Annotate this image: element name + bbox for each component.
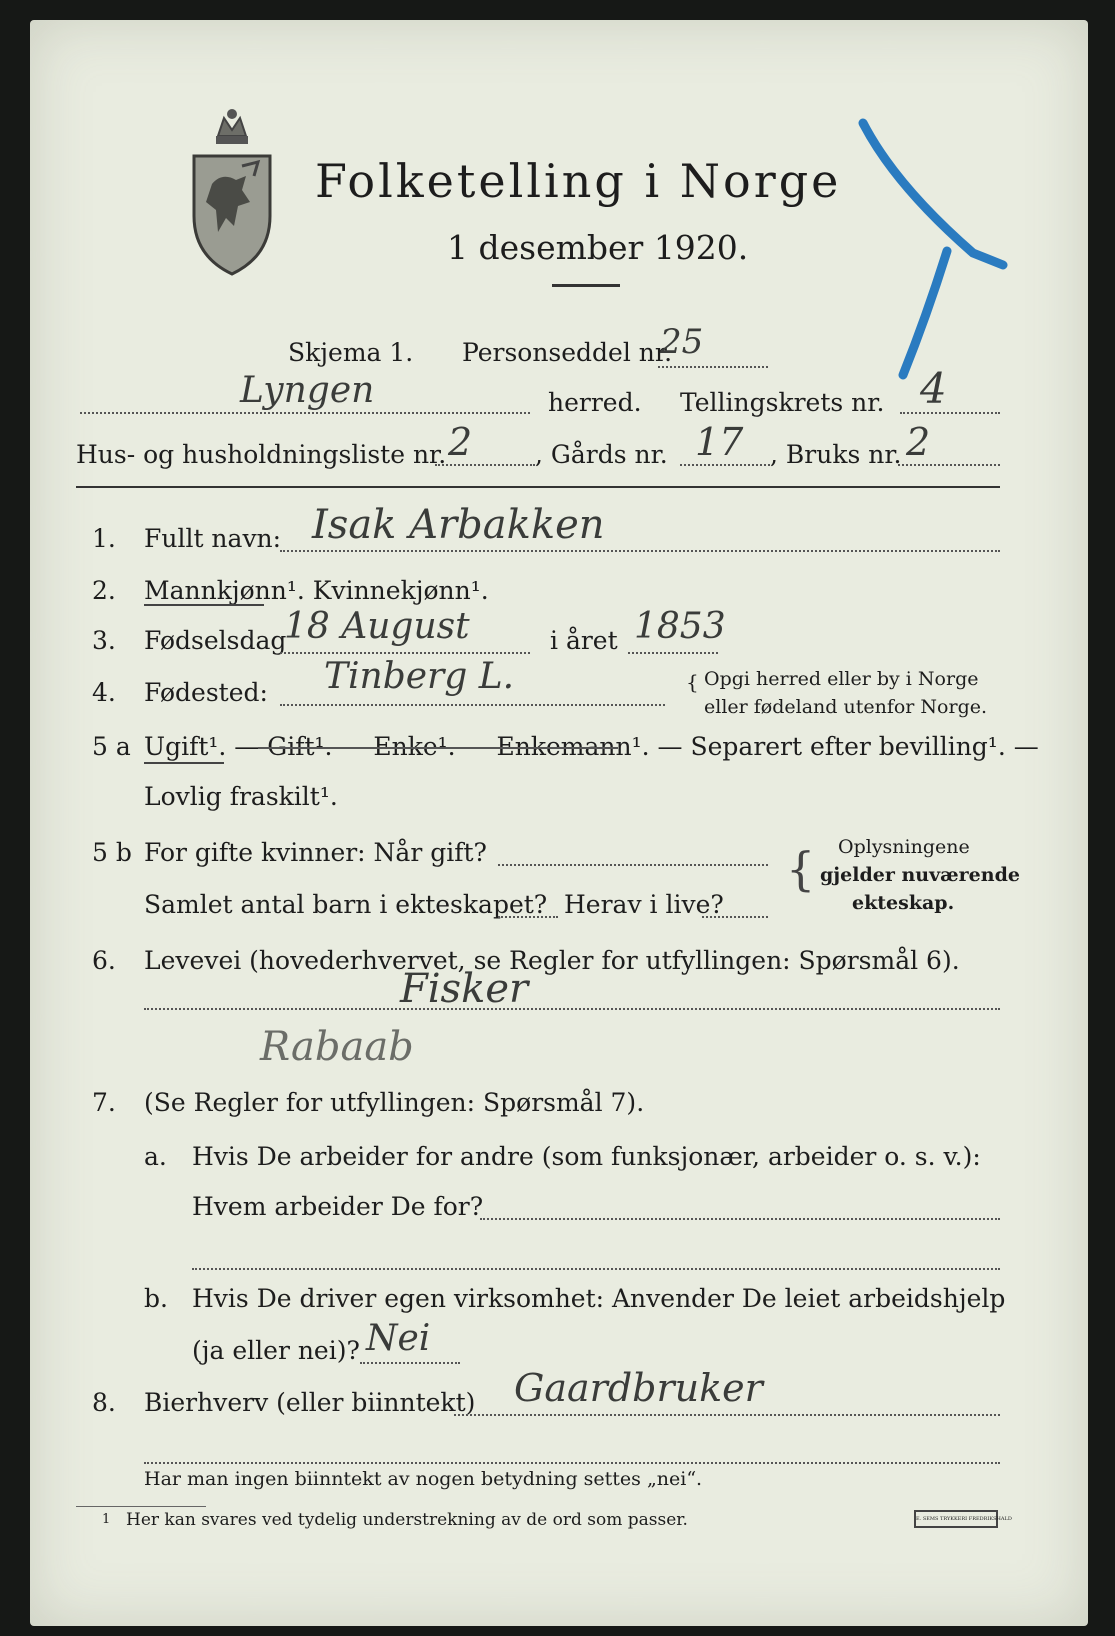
q5b-note-3: ekteskap. <box>852 892 955 914</box>
gards-line <box>680 464 770 466</box>
q7a-label-2: Hvem arbeider De for? <box>192 1192 484 1221</box>
q8-value: Gaardbruker <box>514 1366 763 1410</box>
pencil-mark-icon <box>855 105 1015 395</box>
q5a-label-2: Lovlig fraskilt¹. <box>144 782 338 811</box>
q7a-label: Hvis De arbeider for andre (som funksjonær, arbeider o. s. v.): <box>192 1142 981 1171</box>
footnote-text: Her kan svares ved tydelig understrekning av de ord som passer. <box>126 1510 688 1530</box>
q7a-letter: a. <box>144 1142 167 1171</box>
q6-value: Fisker <box>400 966 529 1012</box>
q3-year-label: i året <box>550 626 618 655</box>
q6-number: 6. <box>92 946 116 975</box>
page-title: Folketelling i Norge <box>315 154 842 208</box>
q7b-label: Hvis De driver egen virksomhet: Anvender De leiet arbeidshjelp <box>192 1284 1006 1313</box>
q7b-label-2: (ja eller nei)? <box>192 1336 360 1365</box>
bruks-value: 2 <box>906 420 931 464</box>
q8-line-2 <box>144 1462 1000 1464</box>
q3-number: 3. <box>92 626 116 655</box>
q3-year-line <box>628 652 718 654</box>
q5b-brace: { <box>786 842 816 896</box>
footnote-number: 1 <box>102 1512 111 1527</box>
q7b-letter: b. <box>144 1284 168 1313</box>
q5b-note-1: Oplysningene <box>838 836 970 858</box>
tellingskrets-value: 4 <box>920 364 947 413</box>
tellingskrets-label: Tellingskrets nr. <box>680 388 885 417</box>
q6-value-2: Rabaab <box>260 1024 414 1070</box>
q1-line <box>280 550 1000 552</box>
gards-value: 17 <box>695 420 744 464</box>
census-form <box>30 20 1088 1626</box>
q2-underline <box>144 604 264 606</box>
q5a-strike <box>258 747 618 749</box>
q5b-note-2: gjelder nuværende <box>820 864 1020 886</box>
bruks-line <box>898 464 1000 466</box>
printer-stamp: E. SEMS TRYKKERI FREDRIKSHALD <box>914 1510 998 1528</box>
q5a-underline <box>144 762 224 764</box>
q2-label: Mannkjønn¹. Kvinnekjønn¹. <box>144 576 489 605</box>
footer-note: Har man ingen biinntekt av nogen betydning settes „nei“. <box>144 1468 703 1490</box>
q1-number: 1. <box>92 524 116 553</box>
personseddel-label: Personseddel nr. <box>462 338 673 367</box>
q7b-line <box>360 1362 460 1364</box>
q4-label: Fødested: <box>144 678 268 707</box>
q3-value: 18 August <box>284 606 470 647</box>
q7-label: (Se Regler for utfyllingen: Spørsmål 7). <box>144 1088 645 1117</box>
q8-line <box>454 1414 1000 1416</box>
q3-year-value: 1853 <box>634 606 726 647</box>
q7a-line <box>480 1218 1000 1220</box>
q3-label: Fødselsdag <box>144 626 287 655</box>
q1-label: Fullt navn: <box>144 524 282 553</box>
q7-number: 7. <box>92 1088 116 1117</box>
q5b-line <box>498 864 768 866</box>
q4-value: Tinberg L. <box>324 656 515 697</box>
liste-value: 2 <box>448 420 473 464</box>
herred-label: herred. <box>548 388 642 417</box>
footnote-divider <box>76 1506 206 1507</box>
q3-line <box>280 652 530 654</box>
q8-number: 8. <box>92 1388 116 1417</box>
header-divider <box>76 486 1000 488</box>
personseddel-line <box>658 366 768 368</box>
q5a-label: Ugift¹. — Gift¹. — Enke¹. — Enkemann¹. — Separert efter bevilling¹. — <box>144 732 1039 761</box>
tellingskrets-line <box>900 412 1000 414</box>
liste-line <box>435 464 535 466</box>
herred-line <box>80 412 530 414</box>
q4-line <box>280 704 665 706</box>
herred-value: Lyngen <box>240 370 375 411</box>
q5a-number: 5 a <box>92 732 131 761</box>
q5b-number: 5 b <box>92 838 132 867</box>
q5b-label: For gifte kvinner: Når gift? <box>144 838 487 867</box>
q4-number: 4. <box>92 678 116 707</box>
q4-note-2: eller fødeland utenfor Norge. <box>704 696 988 718</box>
q2-number: 2. <box>92 576 116 605</box>
bruks-label: , Bruks nr. <box>770 440 902 469</box>
q4-brace: { <box>686 670 699 694</box>
schema-label: Skjema 1. <box>288 338 414 367</box>
liste-label: Hus- og husholdningsliste nr. <box>76 440 447 469</box>
personseddel-value: 25 <box>660 322 704 362</box>
coat-of-arms-icon <box>188 106 276 276</box>
q8-label: Bierhverv (eller biinntekt) <box>144 1388 476 1417</box>
q5b-line-2 <box>498 916 558 918</box>
q5b-label-3: Herav i live? <box>564 890 724 919</box>
q1-value: Isak Arbakken <box>312 502 605 548</box>
q6-line <box>144 1008 1000 1010</box>
q6-label: Levevei (hovederhvervet, se Regler for utfyllingen: Spørsmål 6). <box>144 946 960 975</box>
q7b-value: Nei <box>366 1318 431 1359</box>
title-divider <box>552 284 620 287</box>
gards-label: , Gårds nr. <box>535 440 668 469</box>
q5b-line-3 <box>702 916 768 918</box>
q4-note-1: Opgi herred eller by i Norge <box>704 668 979 690</box>
q7a-line-2 <box>192 1268 1000 1270</box>
census-date: 1 desember 1920. <box>447 228 749 267</box>
q5b-label-2: Samlet antal barn i ekteskapet? <box>144 890 548 919</box>
